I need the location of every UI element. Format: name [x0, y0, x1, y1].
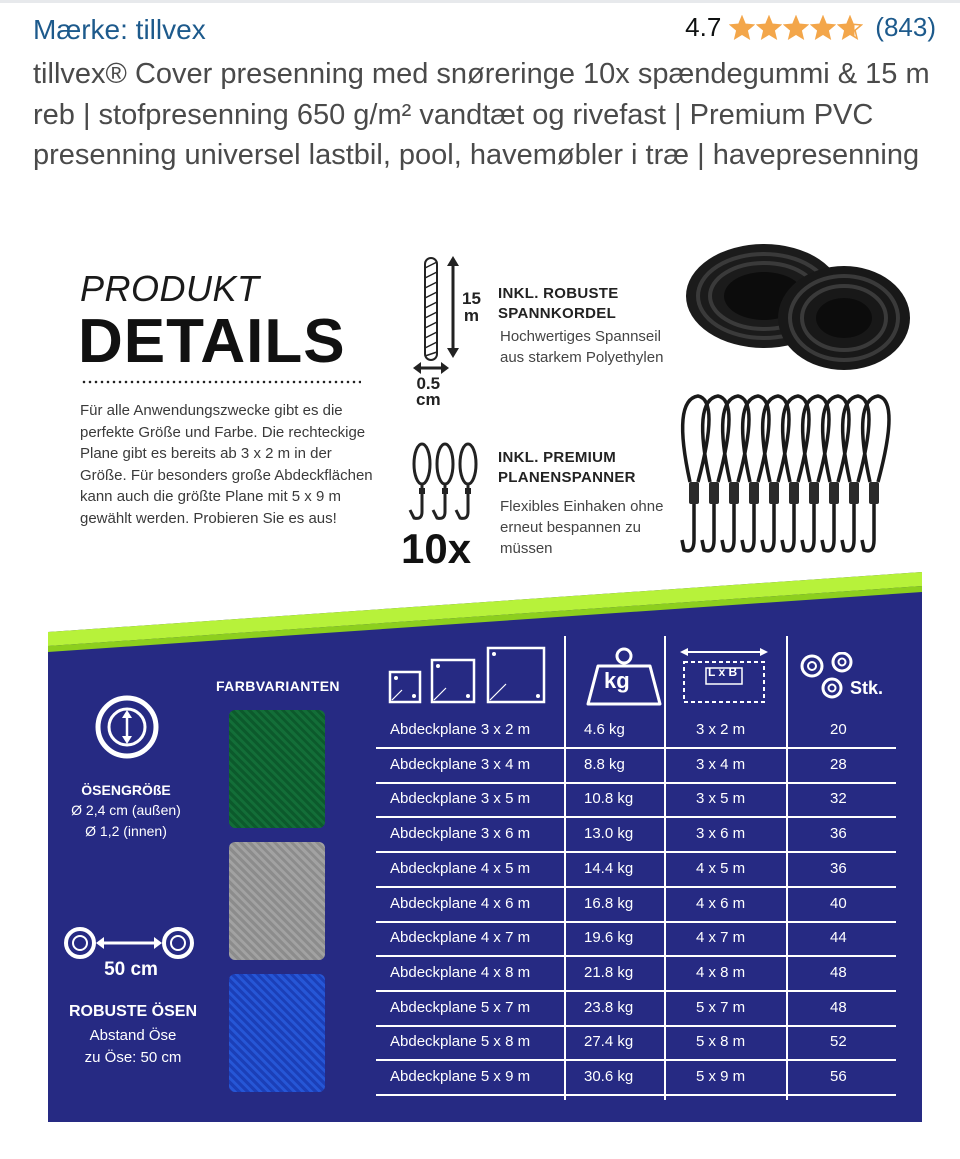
tarp-name-cell: Abdeckplane 5 x 7 m [390, 998, 531, 1016]
tarp-name-cell: Abdeckplane 4 x 7 m [390, 929, 531, 947]
eyelet-count-cell: 48 [830, 998, 847, 1016]
color-swatch-green [229, 710, 325, 828]
weight-cell: 4.6 kg [584, 721, 625, 738]
size-cell: 3 x 6 m [696, 825, 746, 843]
star-rating[interactable] [729, 15, 863, 41]
eyelet-count-cell: 36 [830, 859, 847, 877]
eyelet-size-icon [94, 694, 160, 760]
robust-eyelets-line1: Abstand Öse [89, 1027, 177, 1044]
tarp-name-cell: Abdeckplane 5 x 8 m [390, 1033, 531, 1051]
rope-width-unit: cm [416, 390, 441, 409]
rope-description: Hochwertiges Spannseil aus starkem Polyethylen [500, 328, 664, 366]
tarp-sizes-icon [388, 642, 558, 708]
table-row [376, 784, 896, 814]
intro-text: Für alle Anwendungszwecke gibt es die perfekte Größe und Farbe. Die rechteckige Plane gibt es bereits ab 3 x 2 m in der Größe. Für besonders große Abdeckflächen kann auch die größte Plane mit 5 x 9 m gewählt werden. Probieren Sie es aus! [80, 402, 373, 527]
table-row [376, 819, 896, 849]
rope-length-value: 15 [462, 289, 481, 308]
star-icon [756, 15, 782, 41]
size-cell: 5 x 8 m [696, 1033, 746, 1051]
brand-link[interactable]: Mærke: tillvex [33, 14, 206, 45]
weight-cell: 8.8 kg [584, 755, 625, 773]
dimensions-column-label: L x B [708, 665, 738, 679]
product-title: tillvex® Cover presenning med snøreringe 10x spændegummi & 15 m reb | stofpresenning 650 g/m² vandtæt og rivefast | Premium PVC presenning universel lastbil, pool, havemøbler i træ | havepresenning [33, 58, 930, 171]
tarp-name-cell: Abdeckplane 4 x 6 m [390, 894, 531, 912]
weight-cell: 23.8 kg [584, 998, 634, 1016]
rope-feature-line1: INKL. ROBUSTE [498, 285, 619, 302]
eyelet-count-icon [800, 652, 854, 700]
weight-cell: 10.8 kg [584, 790, 634, 808]
star-icon [837, 15, 863, 41]
table-row [376, 854, 896, 884]
weight-cell: 30.6 kg [584, 1068, 634, 1085]
review-count-link[interactable]: (843) [875, 12, 936, 42]
eyelet-distance-label: 50 cm [104, 959, 158, 980]
product-image[interactable] [48, 232, 922, 1122]
eyelet-count-cell: 32 [830, 790, 847, 808]
table-row [376, 750, 896, 780]
robust-eyelets-line2: zu Öse: 50 cm [84, 1049, 182, 1066]
size-cell: 4 x 7 m [696, 929, 746, 947]
eyelet-count-cell: 52 [830, 1033, 847, 1051]
weight-cell: 13.0 kg [584, 825, 634, 843]
weight-cell: 14.4 kg [584, 859, 634, 877]
hook-feature-line1: INKL. PREMIUM [498, 449, 617, 466]
tarp-name-cell: Abdeckplane 3 x 4 m [390, 755, 531, 773]
size-cell: 4 x 8 m [696, 963, 746, 981]
rope-width-value: 0.5 [416, 374, 441, 393]
tarp-name-cell: Abdeckplane 3 x 6 m [390, 825, 531, 843]
details-heading: DETAILS [78, 307, 346, 376]
table-row [376, 715, 896, 745]
eyelet-count-cell: 36 [830, 825, 847, 843]
size-cell: 5 x 7 m [696, 998, 746, 1016]
star-icon [810, 15, 836, 41]
table-row [376, 923, 896, 953]
eyelet-outer-size: Ø 2,4 cm (außen) [71, 802, 181, 818]
table-row [376, 1027, 896, 1057]
eyelet-count-cell: 56 [830, 1068, 847, 1085]
table-row [376, 958, 896, 988]
eyelet-count-cell: 20 [830, 721, 847, 738]
color-swatch-grey [229, 842, 325, 960]
hook-feature-line2: PLANENSPANNER [498, 469, 636, 486]
eyelet-inner-size: Ø 1,2 (innen) [85, 823, 167, 839]
tarp-name-cell: Abdeckplane 3 x 5 m [390, 790, 531, 808]
eyelet-count-cell: 40 [830, 894, 847, 912]
tarp-name-cell: Abdeckplane 4 x 5 m [390, 859, 531, 877]
hook-count: 10x [401, 525, 472, 572]
produkt-heading: PRODUKT [80, 268, 260, 309]
rope-length-unit: m [463, 306, 480, 325]
weight-column-label: kg [604, 668, 630, 693]
table-row [376, 1062, 896, 1092]
table-row [376, 993, 896, 1023]
weight-cell: 27.4 kg [584, 1033, 634, 1051]
hook-description: Flexibles Einhaken ohne erneut bespannen zu müssen [500, 498, 664, 557]
size-cell: 3 x 4 m [696, 755, 746, 773]
size-cell: 4 x 6 m [696, 894, 746, 912]
weight-cell: 16.8 kg [584, 894, 634, 912]
top-divider [0, 0, 960, 3]
size-cell: 3 x 5 m [696, 790, 746, 808]
eyelet-count-cell: 28 [830, 755, 847, 773]
eyelet-count-cell: 48 [830, 963, 847, 981]
tarp-name-cell: Abdeckplane 5 x 9 m [390, 1068, 531, 1085]
eyelet-count-cell: 44 [830, 929, 847, 947]
size-cell: 3 x 2 m [696, 721, 746, 738]
count-column-label: Stk. [850, 678, 884, 698]
eyelet-size-title: ÖSENGRÖßE [81, 782, 171, 798]
robust-eyelets-title: ROBUSTE ÖSEN [68, 1003, 197, 1020]
size-cell: 5 x 9 m [696, 1068, 746, 1085]
weight-cell: 21.8 kg [584, 963, 634, 981]
weight-cell: 19.6 kg [584, 929, 634, 947]
star-icon [783, 15, 809, 41]
table-row [376, 889, 896, 919]
tarp-name-cell: Abdeckplane 4 x 8 m [390, 963, 531, 981]
color-variants-label: FARBVARIANTEN [216, 678, 340, 694]
rating-summary[interactable] [685, 12, 936, 43]
color-swatch-blue [229, 974, 325, 1092]
size-cell: 4 x 5 m [696, 859, 746, 877]
eyelet-distance-icon [62, 926, 198, 960]
tarp-name-cell: Abdeckplane 3 x 2 m [390, 721, 531, 738]
star-icon [729, 15, 755, 41]
rope-feature-line2: SPANNKORDEL [498, 305, 617, 322]
rating-score: 4.7 [685, 12, 722, 42]
